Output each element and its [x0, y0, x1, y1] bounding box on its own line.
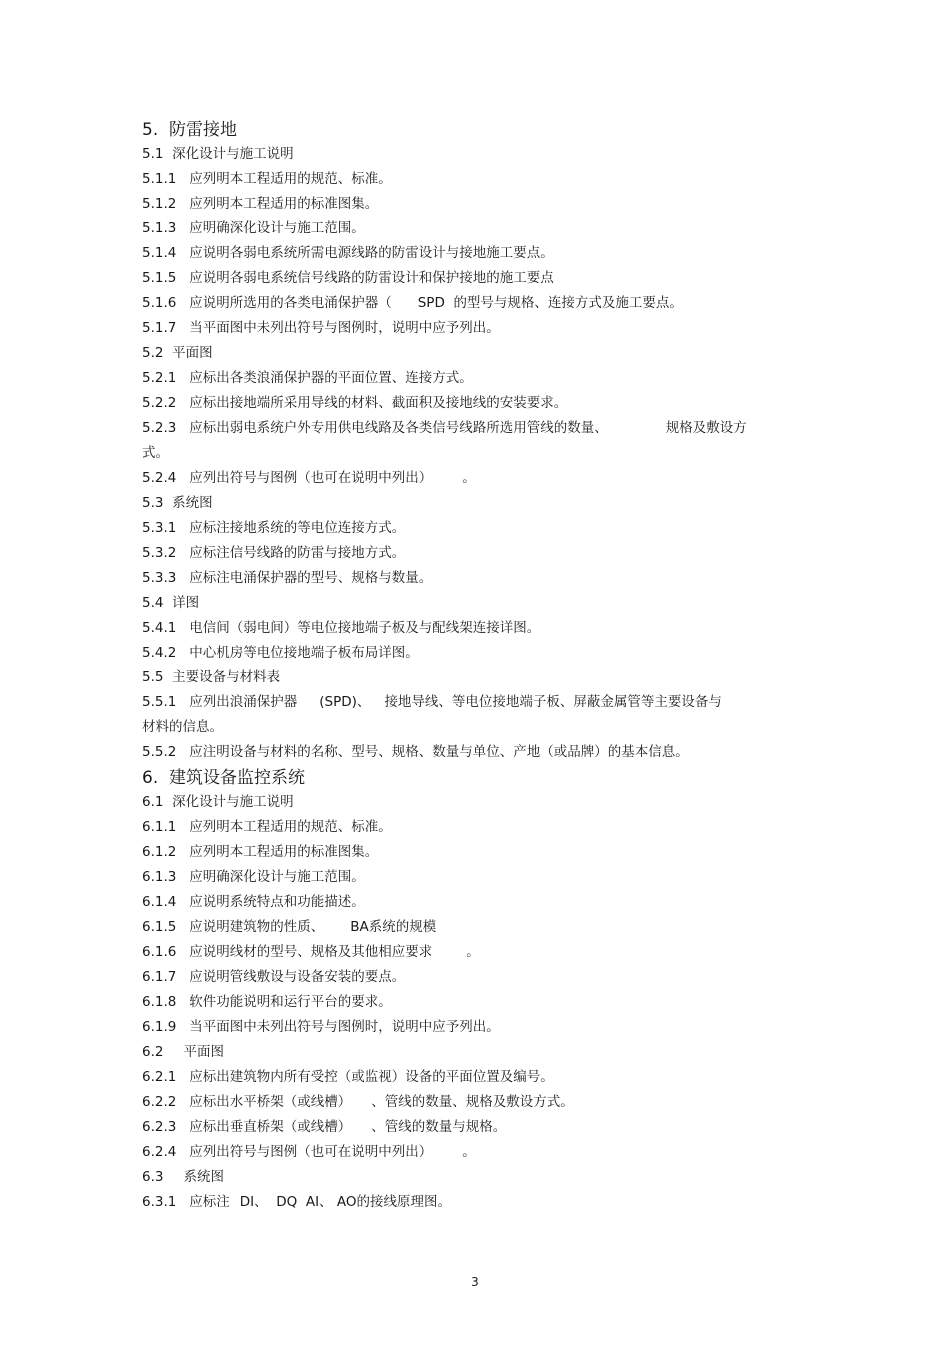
line-text: 。: [466, 944, 480, 960]
line-text: 应标出水平桥架（或线槽）: [189, 1094, 352, 1110]
line-number: 5.4.1: [142, 620, 177, 636]
line-text: 的型号与规格、连接方式及施工要点。: [453, 295, 683, 311]
line-number: 5.1.2: [142, 196, 177, 212]
line-text: 当平面图中未列出符号与图例时，说明中应予列出。: [189, 1019, 500, 1035]
line-number: 5.1.1: [142, 171, 177, 187]
line-6-2-3: [142, 1117, 506, 1137]
line-5-5-1-continued: [142, 717, 223, 737]
line-5-3-1: [142, 518, 405, 538]
line-number: 5.2: [142, 345, 164, 361]
line-text: 软件功能说明和运行平台的要求。: [189, 994, 392, 1010]
line-number: 5.2.2: [142, 395, 177, 411]
line-number: 5.3.2: [142, 545, 177, 561]
line-6-3-1: [142, 1192, 451, 1212]
page-number: 3: [471, 1275, 479, 1289]
line-6-2: [142, 1042, 224, 1062]
line-5-4: [142, 593, 199, 613]
line-number: 6.3.1: [142, 1194, 177, 1210]
line-text: 应标出各类浪涌保护器的平面位置、连接方式。: [189, 370, 473, 386]
line-number: 5.2.1: [142, 370, 177, 386]
line-5-1-5: [142, 268, 554, 288]
line-text: 应明确深化设计与施工范围。: [189, 869, 365, 885]
line-6-2-2: [142, 1092, 574, 1112]
line-number: 6.1.4: [142, 894, 177, 910]
line-number: 6.3: [142, 1169, 164, 1185]
heading-number: 5.: [142, 120, 159, 140]
line-5-3: [142, 493, 213, 513]
line-5-2-2: [142, 393, 567, 413]
line-5-1-2: [142, 194, 378, 214]
line-text: BA系统的规模: [350, 919, 437, 935]
line-text: 接地导线、等电位接地端子板、屏蔽金属管等主要设备与: [384, 694, 722, 710]
line-number: 5.1.4: [142, 245, 177, 261]
section-heading-5: [142, 118, 237, 142]
heading-text: 建筑设备监控系统: [169, 768, 306, 788]
line-number: 5.5: [142, 669, 164, 685]
line-text: 应标出接地端所采用导线的材料、截面积及接地线的安装要求。: [189, 395, 568, 411]
line-6-1-5: [142, 917, 436, 937]
line-text: 应说明各弱电系统信号线路的防雷设计和保护接地的施工要点: [189, 270, 554, 286]
heading-text: 防雷接地: [169, 120, 238, 140]
line-number: 5.1.7: [142, 320, 177, 336]
line-text: 应标注: [189, 1194, 230, 1210]
line-number: 5.3.1: [142, 520, 177, 536]
line-text: 应说明所选用的各类电涌保护器（: [189, 295, 392, 311]
line-text: 平面图: [183, 1044, 224, 1060]
line-6-2-1: [142, 1067, 554, 1087]
line-6-1-6: [142, 942, 480, 962]
line-5-2-1: [142, 368, 473, 388]
line-5-2-3-continued: [142, 443, 169, 463]
line-text: 。: [462, 1144, 476, 1160]
line-number: 5.3: [142, 495, 164, 511]
line-text: 应标注信号线路的防雷与接地方式。: [189, 545, 406, 561]
line-text: 电信间（弱电间）等电位接地端子板及与配线架连接详图。: [189, 620, 541, 636]
line-5-2: [142, 343, 213, 363]
line-6-2-4: [142, 1142, 476, 1162]
line-5-1-4: [142, 243, 554, 263]
line-number: 5.2.4: [142, 470, 177, 486]
line-number: 6.2.3: [142, 1119, 177, 1135]
line-5-4-1: [142, 618, 540, 638]
line-5-1-6: [142, 293, 683, 313]
line-number: 6.1.7: [142, 969, 177, 985]
line-text: DQ: [276, 1194, 298, 1210]
line-number: 5.1: [142, 146, 164, 162]
line-text-spd: SPD: [417, 295, 445, 311]
line-number: 5.5.1: [142, 694, 177, 710]
line-number: 5.1.3: [142, 220, 177, 236]
line-text: 应说明线材的型号、规格及其他相应要求: [189, 944, 433, 960]
line-text: 规格及敷设方: [665, 420, 747, 436]
line-5-5-2: [142, 742, 689, 762]
line-text: 应说明管线敷设与设备安装的要点。: [189, 969, 406, 985]
line-text: 应列明本工程适用的标准图集。: [189, 844, 379, 860]
line-text: 式。: [142, 445, 169, 461]
line-number: 6.2.2: [142, 1094, 177, 1110]
line-6-1-9: [142, 1017, 500, 1037]
line-text: 中心机房等电位接地端子板布局详图。: [189, 645, 419, 661]
line-text-spd: (SPD)、: [319, 694, 371, 710]
line-text: 应标注电涌保护器的型号、规格与数量。: [189, 570, 433, 586]
line-number: 6.1.2: [142, 844, 177, 860]
line-5-1-3: [142, 218, 365, 238]
line-number: 6.1.5: [142, 919, 177, 935]
line-text: 当平面图中未列出符号与图例时，说明中应予列出。: [189, 320, 500, 336]
line-6-1-2: [142, 842, 378, 862]
line-text: 应标出建筑物内所有受控（或监视）设备的平面位置及编号。: [189, 1069, 554, 1085]
line-text: 主要设备与材料表: [172, 669, 281, 685]
line-5-5-1: [142, 692, 722, 712]
line-text: 、管线的数量与规格。: [371, 1119, 507, 1135]
line-number: 6.1.8: [142, 994, 177, 1010]
line-text: 应标注接地系统的等电位连接方式。: [189, 520, 406, 536]
line-text: 应列明本工程适用的规范、标准。: [189, 819, 392, 835]
line-number: 5.3.3: [142, 570, 177, 586]
line-5-3-2: [142, 543, 405, 563]
line-6-1-1: [142, 817, 392, 837]
line-text: 应说明系统特点和功能描述。: [189, 894, 365, 910]
line-6-1-4: [142, 892, 365, 912]
line-text: 详图: [172, 595, 200, 611]
line-6-3: [142, 1167, 224, 1187]
line-text: 应说明建筑物的性质、: [189, 919, 325, 935]
line-number: 5.5.2: [142, 744, 177, 760]
line-6-1-3: [142, 867, 365, 887]
line-text: DI、: [239, 1194, 268, 1210]
line-text: 应列出符号与图例（也可在说明中列出）: [189, 470, 433, 486]
line-text: 、管线的数量、规格及敷设方式。: [371, 1094, 574, 1110]
line-number: 6.1.6: [142, 944, 177, 960]
line-text: 应列明本工程适用的标准图集。: [189, 196, 379, 212]
heading-number: 6.: [142, 768, 159, 788]
line-number: 5.1.5: [142, 270, 177, 286]
line-5-1: [142, 144, 294, 164]
line-text: 深化设计与施工说明: [172, 146, 294, 162]
line-text: 系统图: [183, 1169, 224, 1185]
line-text: AO的接线原理图。: [336, 1194, 451, 1210]
line-6-1: [142, 792, 294, 812]
line-number: 5.1.6: [142, 295, 177, 311]
line-number: 6.2.1: [142, 1069, 177, 1085]
line-text: 系统图: [172, 495, 213, 511]
section-heading-6: [142, 766, 305, 790]
line-number: 6.1.9: [142, 1019, 177, 1035]
line-text: 应标出弱电系统户外专用供电线路及各类信号线路所选用管线的数量、: [189, 420, 608, 436]
line-5-3-3: [142, 568, 432, 588]
line-number: 6.1.1: [142, 819, 177, 835]
line-text: 应列明本工程适用的规范、标准。: [189, 171, 392, 187]
line-6-1-7: [142, 967, 405, 987]
line-5-1-1: [142, 169, 392, 189]
line-text: 材料的信息。: [142, 719, 223, 735]
line-text: 深化设计与施工说明: [172, 794, 294, 810]
line-6-1-8: [142, 992, 392, 1012]
line-5-2-4: [142, 468, 476, 488]
line-number: 6.2: [142, 1044, 164, 1060]
line-text: AI、: [305, 1194, 333, 1210]
line-number: 5.4: [142, 595, 164, 611]
line-number: 5.4.2: [142, 645, 177, 661]
line-5-4-2: [142, 643, 419, 663]
line-5-5: [142, 667, 280, 687]
line-5-2-3: [142, 418, 747, 438]
line-text: 应标出垂直桥架（或线槽）: [189, 1119, 352, 1135]
line-number: 6.1: [142, 794, 164, 810]
line-text: 。: [462, 470, 476, 486]
line-number: 6.1.3: [142, 869, 177, 885]
line-number: 6.2.4: [142, 1144, 177, 1160]
line-text: 平面图: [172, 345, 213, 361]
line-text: 应列出浪涌保护器: [189, 694, 298, 710]
line-text: 应明确深化设计与施工范围。: [189, 220, 365, 236]
line-text: 应注明设备与材料的名称、型号、规格、数量与单位、产地（或品牌）的基本信息。: [189, 744, 689, 760]
line-text: 应说明各弱电系统所需电源线路的防雷设计与接地施工要点。: [189, 245, 554, 261]
line-5-1-7: [142, 318, 500, 338]
line-number: 5.2.3: [142, 420, 177, 436]
line-text: 应列出符号与图例（也可在说明中列出）: [189, 1144, 433, 1160]
